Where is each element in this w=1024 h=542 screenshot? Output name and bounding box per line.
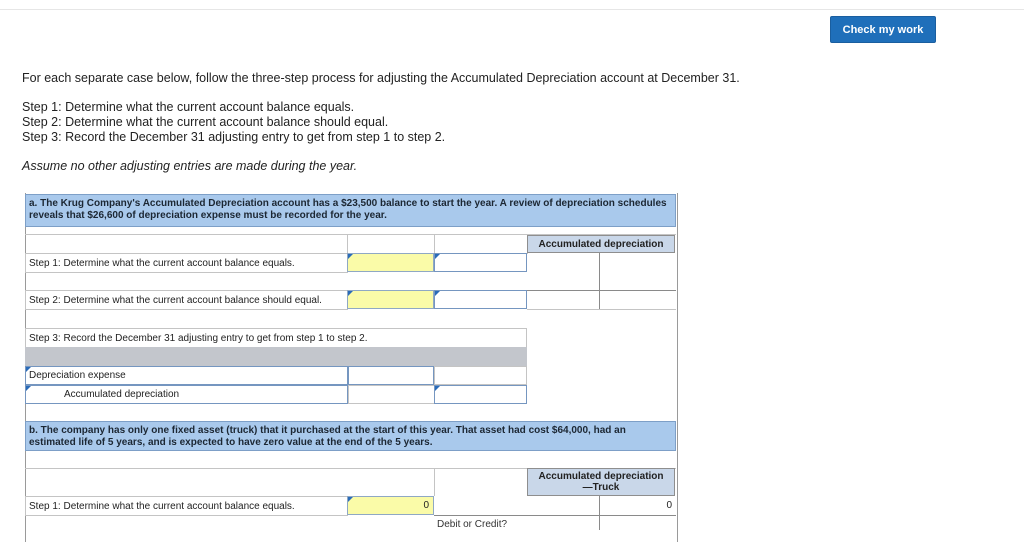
t-account-header-line1: Accumulated depreciation xyxy=(538,471,664,482)
case-b-step1-value: 0 xyxy=(423,500,429,511)
case-a-step1-amount-input[interactable] xyxy=(347,253,434,272)
instructions-intro: For each separate case below, follow the three-step process for adjusting the Accumulated Depreciation account at December 31. xyxy=(22,71,740,85)
case-a-entry-credit-amount-input[interactable] xyxy=(434,385,527,404)
t-account-center-line xyxy=(599,290,600,310)
input-flag-icon xyxy=(348,291,353,296)
case-b-debit-or-credit-select[interactable]: Debit or Credit? xyxy=(437,518,508,530)
input-flag-icon xyxy=(348,254,353,259)
check-my-work-button[interactable]: Check my work xyxy=(830,16,936,43)
column-divider xyxy=(434,234,435,254)
case-a-entry-debit-account-select[interactable] xyxy=(25,366,348,385)
case-a-entry-credit-account-select[interactable] xyxy=(25,385,348,404)
t-account-header-line2: —Truck xyxy=(582,482,620,493)
top-divider xyxy=(0,9,1024,10)
input-flag-icon xyxy=(435,254,440,259)
input-flag-icon xyxy=(26,386,31,391)
entry-credit-account-text: Accumulated depreciation xyxy=(64,389,180,400)
case-a-step3-label: Step 3: Record the December 31 adjusting entry to get from step 1 to step 2. xyxy=(25,328,527,348)
input-flag-icon xyxy=(348,497,353,502)
input-flag-icon xyxy=(26,367,31,372)
instructions-note: Assume no other adjusting entries are made during the year. xyxy=(22,159,358,173)
case-a-step1-debit-credit-select[interactable] xyxy=(434,253,527,272)
case-b-step1-amount-input[interactable] xyxy=(347,496,434,515)
case-a-entry-debit-amount-input[interactable] xyxy=(348,366,434,385)
row-divider xyxy=(527,309,676,310)
empty-credit-cell xyxy=(434,366,527,385)
entry-debit-account-text: Depreciation expense xyxy=(29,370,126,381)
column-divider xyxy=(434,468,435,496)
case-b-step1-label: Step 1: Determine what the current account balance equals. xyxy=(25,496,348,516)
case-a-step2-label: Step 2: Determine what the current account balance should equal. xyxy=(25,290,348,310)
case-a-step1-label: Step 1: Determine what the current account balance equals. xyxy=(25,253,348,273)
input-flag-icon xyxy=(435,291,440,296)
input-flag-icon xyxy=(435,386,440,391)
empty-debit-cell xyxy=(348,385,434,404)
case-b-t-account-credit-value: 0 xyxy=(666,500,672,511)
case-a-step2-debit-credit-select[interactable] xyxy=(434,290,527,309)
t-account-header-accumulated-depreciation: Accumulated depreciation xyxy=(527,235,675,253)
t-account-center-line xyxy=(599,253,600,291)
case-a-step2-amount-input[interactable] xyxy=(347,290,434,309)
t-account-line xyxy=(527,290,676,291)
case-a-banner: a. The Krug Company's Accumulated Depreciation account has a $23,500 balance to start the year. A review of depreciation schedules reveals that $26,600 of depreciation expense must be recorded for the year. xyxy=(25,194,676,227)
t-account-header-accumulated-depreciation-truck xyxy=(527,468,675,496)
instructions-step2: Step 2: Determine what the current account balance should equal. xyxy=(22,115,389,129)
column-divider xyxy=(347,234,348,254)
instructions-step3: Step 3: Record the December 31 adjusting entry to get from step 1 to step 2. xyxy=(22,130,446,144)
case-b-banner: b. The company has only one fixed asset (truck) that it purchased at the start of this year. That asset had cost $64,000, had an estimated life of 5 years, and is expected to have zero value at the end of the 5 years. xyxy=(25,421,676,451)
instructions-step1: Step 1: Determine what the current account balance equals. xyxy=(22,100,355,114)
journal-header-row xyxy=(25,347,527,366)
